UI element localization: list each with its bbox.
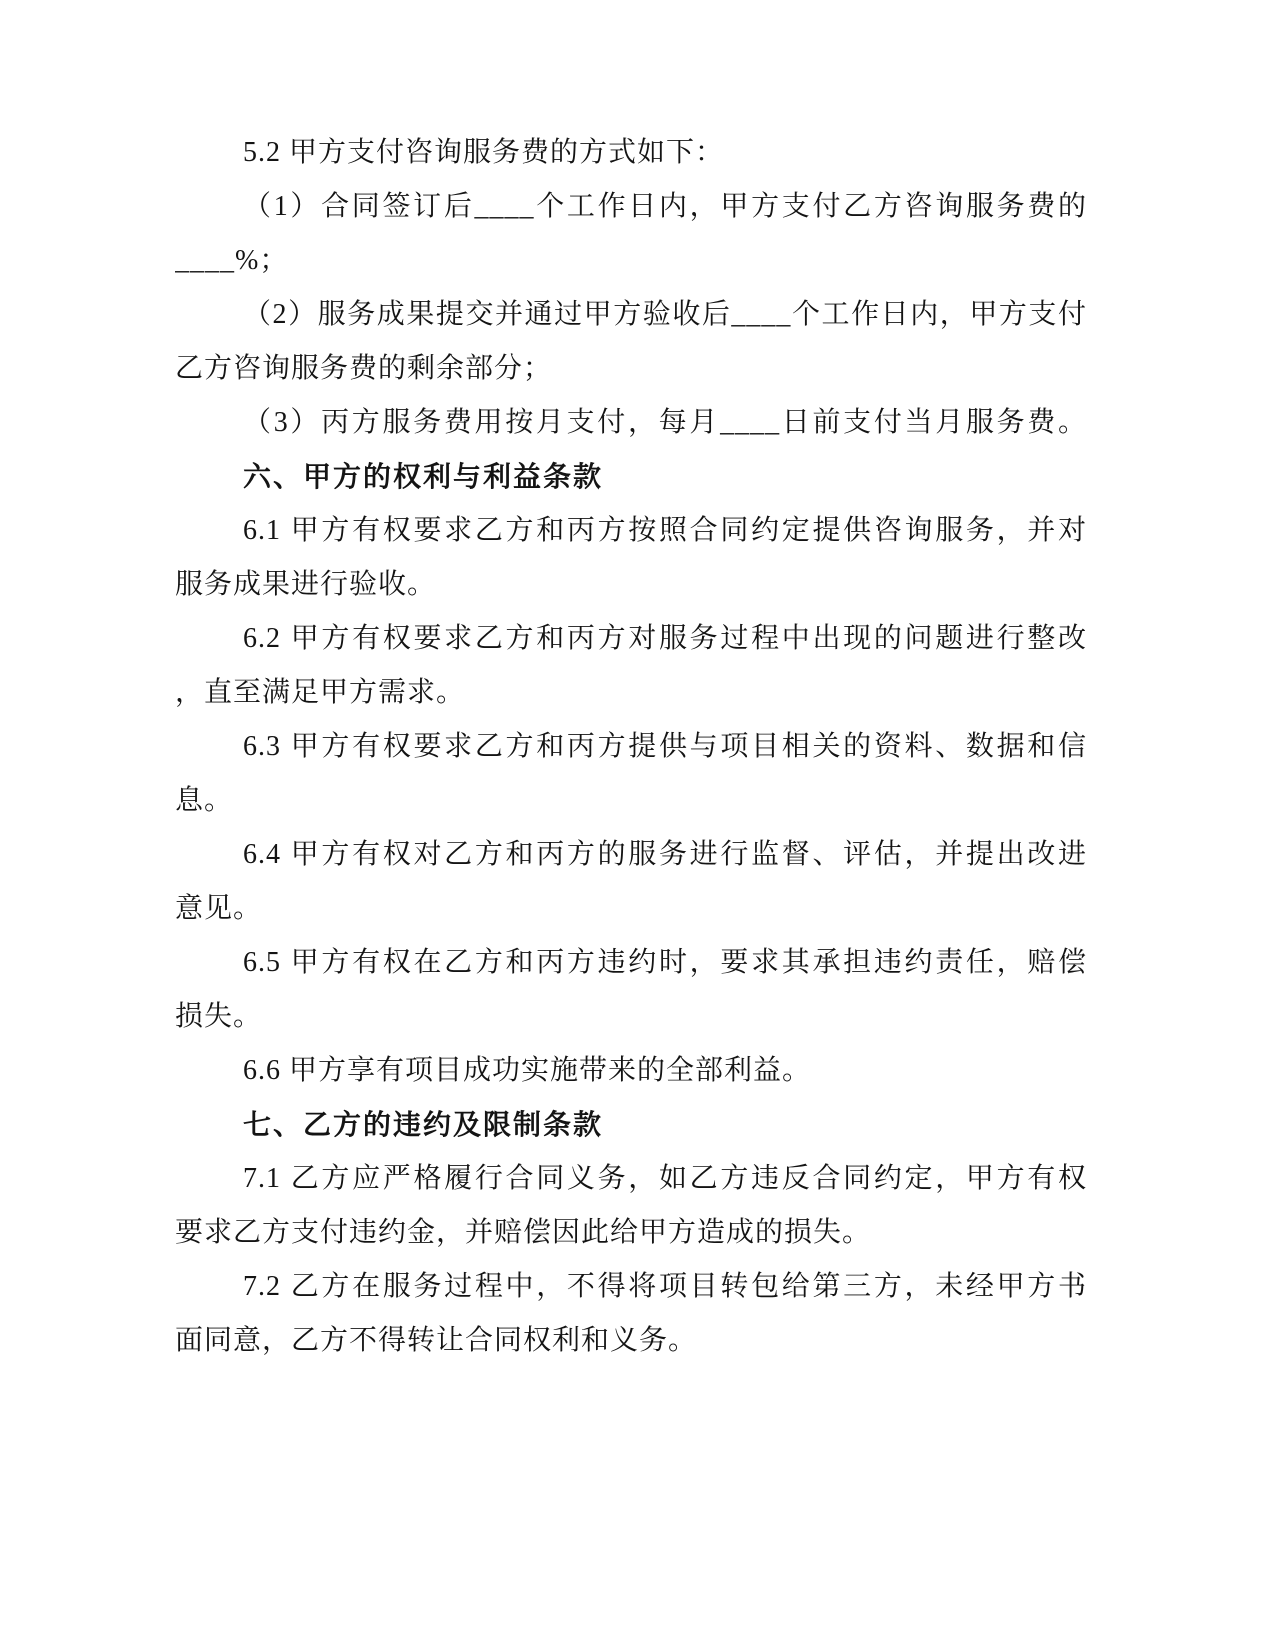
clause-5-2-item-1-cont: ____%； bbox=[175, 245, 289, 276]
clause-5-2-item-3: （3）丙方服务费用按月支付，每月____日前支付当月服务费。 bbox=[243, 407, 1087, 438]
clause-6-6: 6.6 甲方享有项目成功实施带来的全部利益。 bbox=[243, 1055, 812, 1086]
contract-body bbox=[175, 126, 1087, 1368]
heading-section-7: 七、乙方的违约及限制条款 bbox=[243, 1109, 604, 1140]
clause-6-1-cont: 服务成果进行验收。 bbox=[175, 569, 437, 600]
clause-6-2-cont: ，直至满足甲方需求。 bbox=[175, 677, 466, 708]
clause-6-2: 6.2 甲方有权要求乙方和丙方对服务过程中出现的问题进行整改 bbox=[243, 623, 1087, 654]
clause-5-2-item-1: （1）合同签订后____个工作日内，甲方支付乙方咨询服务费的 bbox=[243, 191, 1087, 222]
clause-6-4: 6.4 甲方有权对乙方和丙方的服务进行监督、评估，并提出改进 bbox=[243, 839, 1087, 870]
clause-7-2: 7.2 乙方在服务过程中，不得将项目转包给第三方，未经甲方书 bbox=[243, 1271, 1087, 1302]
clause-6-3-cont: 息。 bbox=[175, 785, 234, 816]
clause-7-1: 7.1 乙方应严格履行合同义务，如乙方违反合同约定，甲方有权 bbox=[243, 1163, 1087, 1194]
clause-6-5: 6.5 甲方有权在乙方和丙方违约时，要求其承担违约责任，赔偿 bbox=[243, 947, 1087, 978]
heading-section-6: 六、甲方的权利与利益条款 bbox=[243, 461, 604, 492]
clause-6-1: 6.1 甲方有权要求乙方和丙方按照合同约定提供咨询服务，并对 bbox=[243, 515, 1087, 546]
clause-5-2-item-2: （2）服务成果提交并通过甲方验收后____个工作日内，甲方支付 bbox=[243, 299, 1087, 330]
clause-7-2-cont: 面同意，乙方不得转让合同权利和义务。 bbox=[175, 1325, 698, 1356]
clause-6-3: 6.3 甲方有权要求乙方和丙方提供与项目相关的资料、数据和信 bbox=[243, 731, 1087, 762]
clause-6-5-cont: 损失。 bbox=[175, 1001, 263, 1032]
clause-7-1-cont: 要求乙方支付违约金，并赔偿因此给甲方造成的损失。 bbox=[175, 1217, 872, 1248]
clause-5-2-intro: 5.2 甲方支付咨询服务费的方式如下： bbox=[243, 137, 725, 168]
clause-6-4-cont: 意见。 bbox=[175, 893, 263, 924]
clause-5-2-item-2-cont: 乙方咨询服务费的剩余部分； bbox=[175, 353, 553, 384]
